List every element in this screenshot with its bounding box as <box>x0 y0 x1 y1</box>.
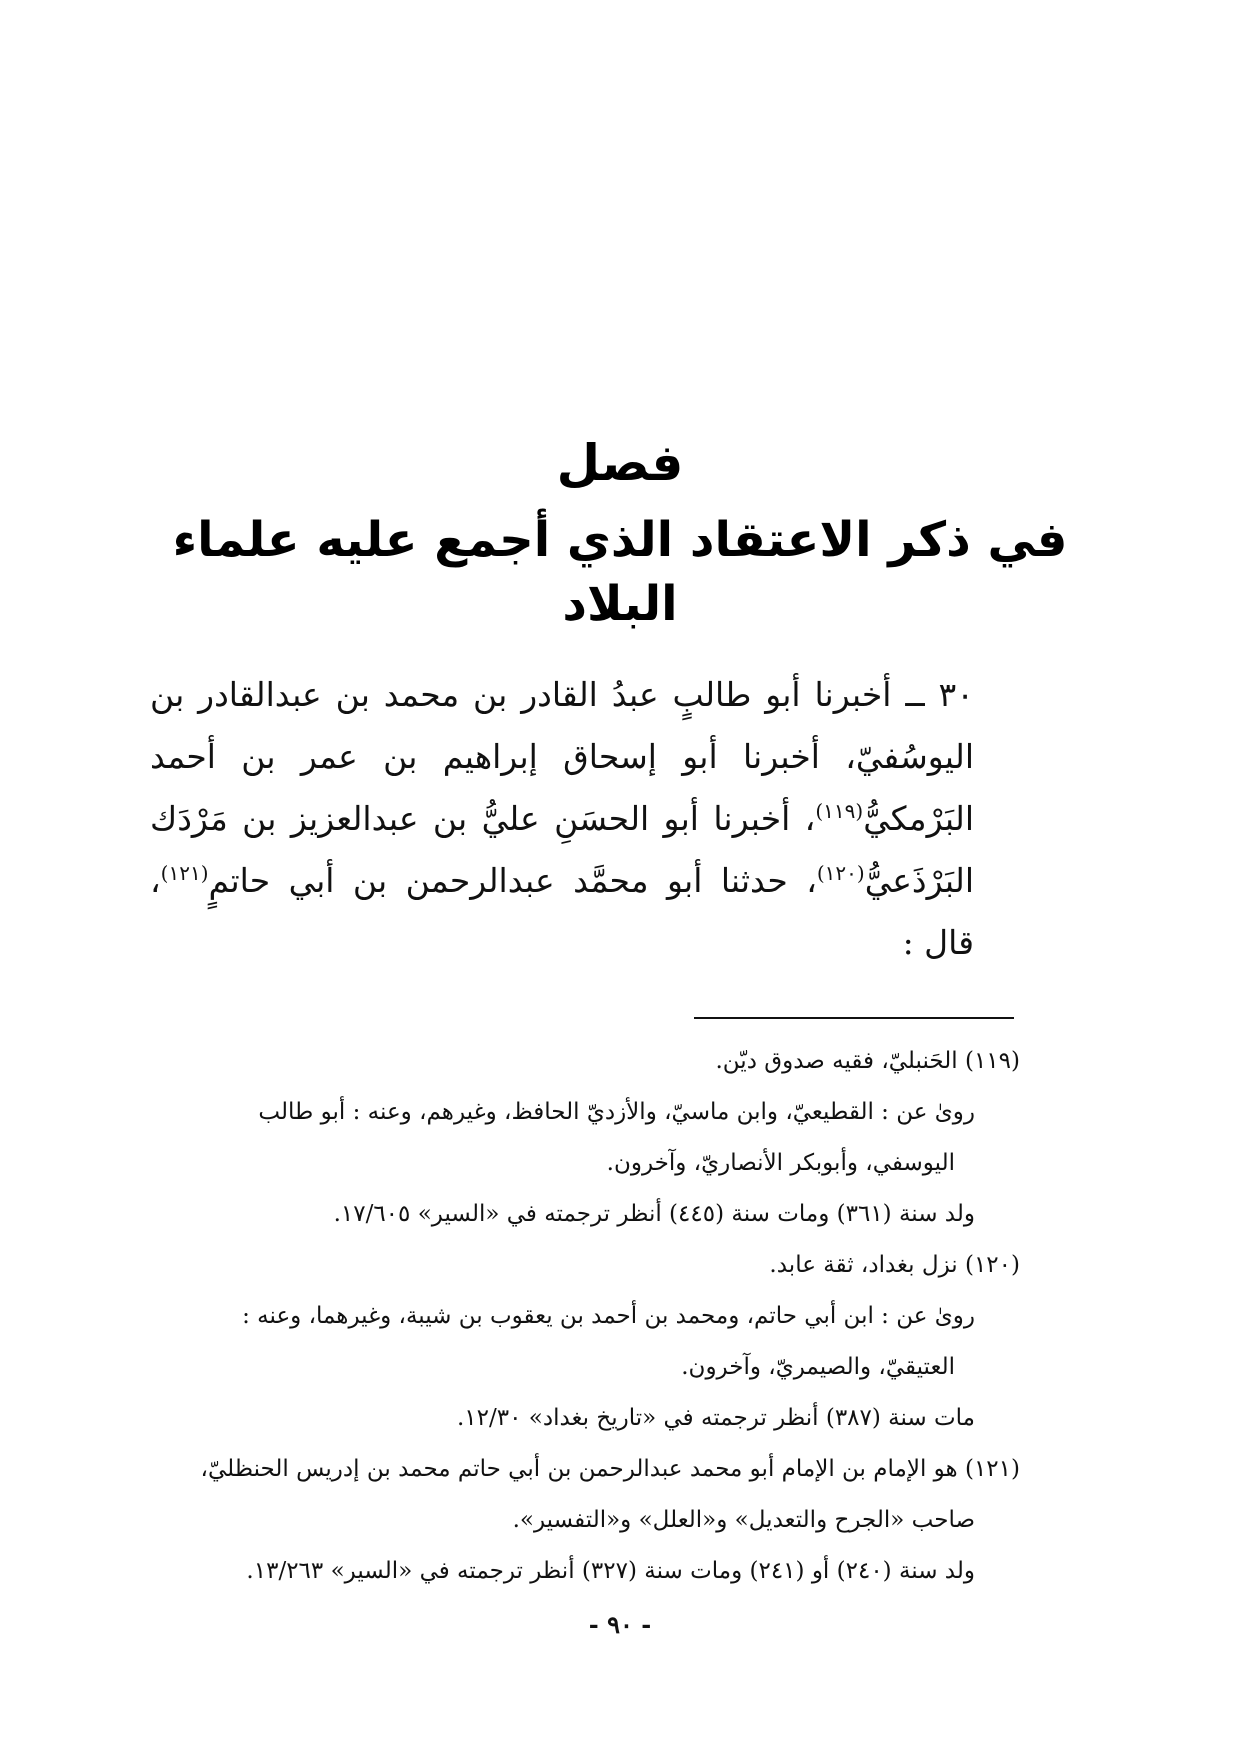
main-line-5: قال : <box>902 923 974 962</box>
main-line-3b: ، أخبرنا أبو الحسَنِ عليُّ بن عبدالعزيز بن مَرْدَك <box>150 799 816 838</box>
main-line-1: أخبرنا أبو طالبٍ عبدُ القادر بن محمد بن عبدالقادر بن <box>150 675 892 714</box>
section-title: فصل <box>556 434 684 492</box>
main-line-4b: ، حدثنا أبو محمَّد عبدالرحمن بن أبي حاتمٍ <box>208 861 817 900</box>
section-subtitle: في ذكر الاعتقاد الذي أجمع عليه علماء البلاد <box>172 512 1068 632</box>
footnote-120-line-2: العتيقيّ، والصيمريّ، وآخرون. <box>681 1354 955 1380</box>
footnote-120-line-3: مات سنة (٣٨٧) أنظر ترجمته في «تاريخ بغداد» ١٢/٣٠. <box>456 1405 975 1431</box>
main-line-2: اليوسُفيّ، أخبرنا أبو إسحاق إبراهيم بن عمر بن أحمد <box>150 737 974 776</box>
footnotes-section <box>150 1036 1020 1597</box>
footnote-119-line-1: روىٰ عن : القطيعيّ، وابن ماسيّ، والأزديّ الحافظ، وغيرهم، وعنه : أبو طالب <box>258 1099 975 1125</box>
main-line-4c: ، <box>150 861 161 900</box>
footnote-ref-120[interactable]: (١٢٠) <box>816 861 865 885</box>
entry-number: ٣٠ ــ <box>905 675 974 714</box>
footnote-121-head: (١٢١) هو الإمام بن الإمام أبو محمد عبدالرحمن بن أبي حاتم محمد بن إدريس الحنظليّ، <box>200 1456 1020 1482</box>
footnote-121-line-2: ولد سنة (٢٤٠) أو (٢٤١) ومات سنة (٣٢٧) أنظر ترجمته في «السير» ١٣/٢٦٣. <box>246 1558 975 1584</box>
footnote-120-head: (١٢٠) نزل بغداد، ثقة عابد. <box>769 1252 1020 1278</box>
footnote-ref-119[interactable]: (١١٩) <box>815 799 864 823</box>
footnote-119-head: (١١٩) الحَنبليّ، فقيه صدوق ديّن. <box>715 1048 1020 1074</box>
footnote-divider <box>694 1017 1014 1019</box>
footnote-121-line-1: صاحب «الجرح والتعديل» و«العلل» و«التفسير». <box>512 1507 975 1533</box>
footnote-119-line-2: اليوسفي، وأبوبكر الأنصاريّ، وآخرون. <box>606 1150 955 1176</box>
footnote-ref-121[interactable]: (١٢١) <box>160 861 209 885</box>
footnote-119-line-3: ولد سنة (٣٦١) ومات سنة (٤٤٥) أنظر ترجمته في «السير» ١٧/٦٠٥. <box>333 1201 975 1227</box>
main-paragraph <box>150 664 974 974</box>
main-line-4a: البَرْذَعيُّ <box>864 861 974 900</box>
main-line-3a: البَرْمكيُّ <box>863 799 974 838</box>
page-number: - ٩٠ - <box>588 1610 652 1639</box>
footnote-120-line-1: روىٰ عن : ابن أبي حاتم، ومحمد بن أحمد بن يعقوب بن شيبة، وغيرهما، وعنه : <box>242 1303 975 1329</box>
